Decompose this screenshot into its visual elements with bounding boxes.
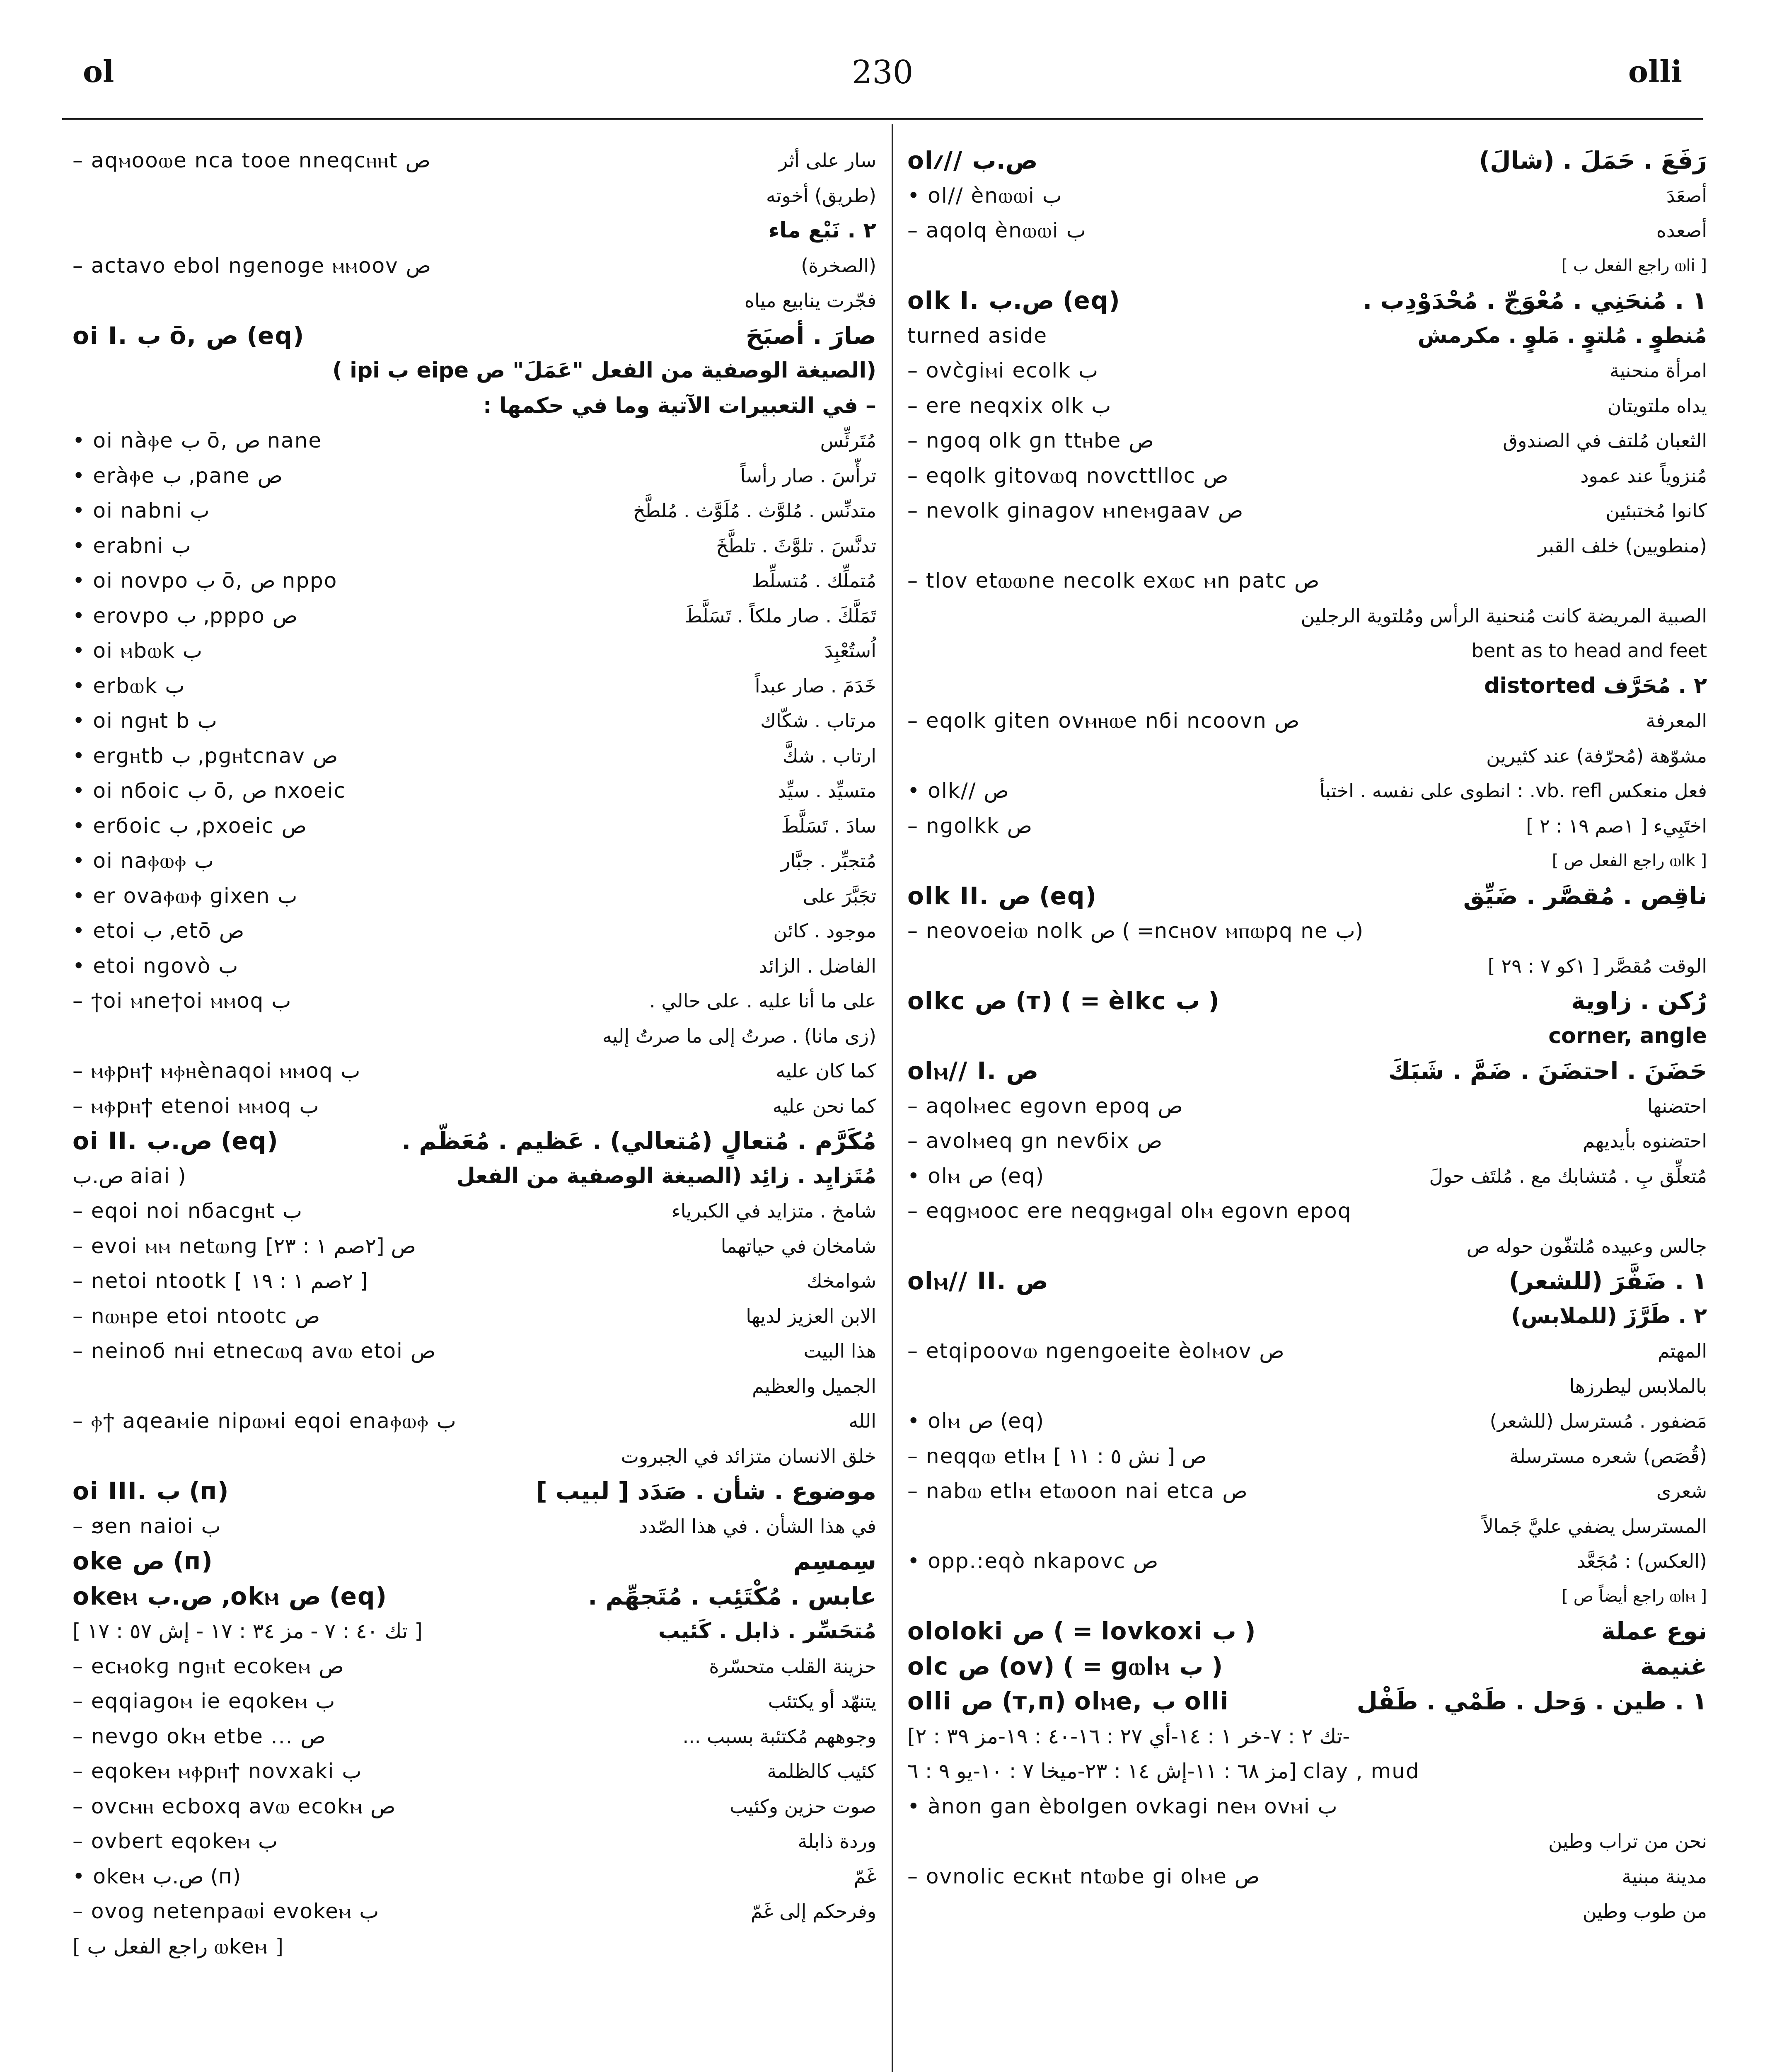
- arabic-gloss: ناقِص . مُقصَّر . ضَيِّق: [1463, 881, 1707, 910]
- arabic-gloss: تدنَّسَ . تلوَّثَ . تلطَّخَ: [716, 534, 876, 557]
- arabic-gloss: امرأة منحنية: [1610, 359, 1707, 382]
- dictionary-head-line: [73, 1123, 876, 1159]
- arabic-gloss: موجود . كائن: [773, 920, 876, 942]
- coptic-text: – ⲙⲫpⲏϯ etenoi ⲙⲙoq ب: [73, 1094, 319, 1118]
- coptic-text: olc ص (ov) ( = ɡⲱlⲙ ب ): [907, 1652, 1223, 1680]
- dictionary-cont-line: [907, 949, 1707, 984]
- dictionary-sub-line: [73, 1159, 876, 1194]
- dictionary-entry-line: [73, 703, 876, 738]
- dictionary-cont-line: [73, 1439, 876, 1474]
- coptic-text: – ovbert eqokeⲙ ب: [73, 1829, 278, 1853]
- dictionary-cont-line: [73, 178, 876, 213]
- coptic-text: • erɡⲏtb ب ,pɡⲏtcnav ص: [73, 743, 338, 768]
- coptic-text: – eqolk ɡiten ovⲙⲏⲱe nϭi ncoovn ص: [907, 709, 1300, 733]
- coptic-text: – nɡolkk ص: [907, 813, 1032, 838]
- arabic-gloss: الثعبان مُلتف في الصندوق: [1503, 429, 1707, 452]
- arabic-gloss: (طريق) أخوته: [766, 184, 876, 207]
- arabic-gloss: ارتاب . شكَّ: [782, 744, 876, 767]
- dictionary-sub-line: [73, 388, 876, 424]
- coptic-text: – ovc̀ɡiⲙi ecolk ب: [907, 358, 1098, 382]
- dictionary-entry-line: [73, 1229, 876, 1264]
- arabic-gloss: مشوّهة (مُحرّفة) عند كثيرين: [1486, 744, 1707, 767]
- dictionary-cont-line: [73, 1019, 876, 1054]
- dictionary-cont-line: [73, 1369, 876, 1404]
- dictionary-entry-line: [73, 983, 876, 1019]
- dictionary-entry-line: [907, 353, 1707, 388]
- arabic-gloss: شعرى: [1656, 1480, 1707, 1502]
- coptic-text: olⲙ// II. ص: [907, 1267, 1048, 1295]
- arabic-gloss: شامخ . متزايد في الكبرياء: [672, 1200, 876, 1222]
- dictionary-entry-line: [73, 1193, 876, 1229]
- coptic-text: – nⲱⲏpe etoi ntootc ص: [73, 1304, 320, 1328]
- left-column: [73, 143, 876, 1964]
- arabic-gloss: سادَ . تَسَلَّطَ: [781, 814, 876, 837]
- arabic-gloss: ١ . ضَفَّرَ (للشعر): [1509, 1267, 1707, 1295]
- coptic-text: oi I. ب ō, ص (eq): [73, 321, 304, 350]
- dictionary-head-line: [907, 143, 1707, 178]
- arabic-gloss: الفاضل . الزائد: [759, 954, 876, 977]
- coptic-text: – neinoϭ nⲏi etnecⲱq avⲱ etoi ص: [73, 1339, 436, 1363]
- arabic-gloss: المعرفة: [1646, 709, 1707, 732]
- coptic-text: – netoi ntootk [ ٢صم ١ : ١٩ ]: [73, 1269, 369, 1293]
- arabic-gloss: – في التعبيرات الآتية وما في حكمها :: [483, 393, 876, 418]
- dictionary-sub-line: [907, 1299, 1707, 1334]
- coptic-text: oi III. ب (п): [73, 1477, 229, 1505]
- arabic-gloss: احتضنها: [1647, 1094, 1707, 1117]
- coptic-text: olⳇ// ص.ب: [907, 146, 1038, 174]
- dictionary-entry-line: [73, 1859, 876, 1894]
- coptic-text: • erbⲱk ب: [73, 673, 185, 698]
- running-head-right: olli: [1628, 54, 1682, 89]
- coptic-text: ololoki ص ( = lovkoxi ب ): [907, 1617, 1256, 1645]
- arabic-gloss: متدنِّس . مُلوَّث . مُلَوَّث . مُلطَّخ: [633, 499, 876, 522]
- arabic-gloss: [ راجع الفعل ص ⲱlk ]: [1552, 851, 1707, 870]
- dictionary-sub-line: [907, 1019, 1707, 1054]
- dictionary-cont-line: [907, 598, 1707, 634]
- dictionary-cont-line: [907, 528, 1707, 564]
- coptic-text: – aqⲙooⲱe nca tooe nneqcⲏⲏt ص: [73, 148, 430, 172]
- arabic-gloss: وفرحكم إلى غَمّ: [750, 1900, 876, 1922]
- dictionary-entry-line: [73, 738, 876, 774]
- dictionary-entry-line: [907, 563, 1707, 598]
- arabic-gloss: ٢ . مُحَرَّف distorted: [1484, 673, 1707, 698]
- coptic-text: • okeⲙ ص.ب (п): [73, 1864, 241, 1888]
- dictionary-head-line: [73, 1544, 876, 1579]
- coptic-text: • erovpo ب ,pppo ص: [73, 603, 298, 628]
- arabic-gloss: سِمسِم: [793, 1547, 876, 1575]
- arabic-gloss: كانوا مُختبئين: [1605, 499, 1707, 522]
- running-head-left: ol: [83, 54, 114, 89]
- dictionary-entry-line: [73, 633, 876, 668]
- arabic-gloss: صارَ . أصبَحَ: [745, 321, 876, 350]
- arabic-gloss: ١ . مُنحَنِي . مُعْوَجّ . مُحْدَوْدِب .: [1363, 286, 1707, 315]
- dictionary-entry-line: [73, 1719, 876, 1754]
- dictionary-entry-line: [73, 879, 876, 914]
- coptic-text: • olⲙ ص (eq): [907, 1164, 1044, 1188]
- dictionary-entry-line: [73, 1649, 876, 1684]
- coptic-text: • eràⲫe ب ,pane ص: [73, 463, 283, 488]
- dictionary-entry-line: [907, 1334, 1707, 1369]
- coptic-text: – neqqⲱ etlⲙ ص [ نش ٥ : ١١ ]: [907, 1444, 1207, 1468]
- coptic-text: – ⲙⲫpⲏϯ ⲙⲫⲏènaqoi ⲙⲙoq ب: [73, 1059, 360, 1083]
- coptic-text: – aqolⲙec eɡovn epoq ص: [907, 1094, 1183, 1118]
- arabic-gloss: الجميل والعظيم: [752, 1375, 876, 1397]
- dictionary-note-line: [907, 1719, 1707, 1754]
- coptic-text: • olk// ص: [907, 779, 1009, 803]
- dictionary-note-line: [907, 1579, 1707, 1614]
- arabic-gloss: فجّرت ينابيع مياه: [744, 289, 876, 312]
- arabic-gloss: مَضفور . مُسترسل (للشعر): [1489, 1410, 1707, 1432]
- dictionary-entry-line: [907, 773, 1707, 808]
- coptic-text: • etoi nɡovò ب: [73, 954, 238, 978]
- dictionary-entry-line: [907, 1789, 1707, 1824]
- dictionary-sub-line: [73, 1614, 876, 1649]
- coptic-text: • oi novpo ب ō, ص nppo: [73, 569, 338, 593]
- dictionary-entry-line: [907, 1859, 1707, 1894]
- coptic-text: – ϧen naioi ب: [73, 1514, 221, 1538]
- coptic-text: – ovoɡ netenpaⲱi evokeⲙ ب: [73, 1899, 379, 1923]
- arabic-gloss: مُتجبِّر . جبَّار: [781, 850, 876, 872]
- coptic-text: oi II. ص.ب (eq): [73, 1127, 278, 1155]
- dictionary-entry-line: [73, 1299, 876, 1334]
- coptic-text: olk II. ص (eq): [907, 881, 1096, 910]
- arabic-gloss: الصبية المريضة كانت مُنحنية الرأس ومُلتوية الرجلين: [1301, 604, 1707, 627]
- column-divider: [892, 124, 893, 2072]
- coptic-text: – ecⲙokɡ nɡⲏt ecokeⲙ ص: [73, 1654, 344, 1678]
- arabic-gloss: (زى مانا) . صرتُ إلى ما صرتُ إليه: [602, 1024, 876, 1047]
- coptic-text: – avolⲙeq ɡn nevϭix ص: [907, 1129, 1163, 1153]
- dictionary-entry-line: [907, 458, 1707, 494]
- header-rule: [62, 118, 1703, 120]
- dictionary-head-line: [73, 1474, 876, 1509]
- arabic-gloss: المسترسل يضفي عليَّ جَمالاً: [1482, 1515, 1707, 1537]
- dictionary-entry-line: [907, 1404, 1707, 1439]
- arabic-gloss: موضوع . شأن . صَدَد [ لبيب ]: [536, 1477, 876, 1505]
- coptic-text: turned aside: [907, 323, 1048, 348]
- arabic-gloss: كما كان عليه: [776, 1060, 876, 1082]
- dictionary-entry-line: [73, 1894, 876, 1929]
- arabic-gloss: رُكن . زاوية: [1571, 987, 1707, 1015]
- dictionary-cont-line: [907, 1894, 1707, 1929]
- coptic-text: [ راجع الفعل ب ⲱkeⲙ ]: [73, 1934, 283, 1958]
- arabic-gloss: غنيمة: [1640, 1652, 1707, 1680]
- coptic-text: – nevɡo okⲙ etbe ... ص: [73, 1724, 326, 1748]
- arabic-gloss: كما نحن عليه: [772, 1094, 876, 1117]
- coptic-text: • erabni ب: [73, 533, 191, 558]
- dictionary-head-line: [907, 1264, 1707, 1299]
- dictionary-entry-line: [73, 528, 876, 564]
- coptic-text: • oi nàⲫe ب ō, ص nane: [73, 428, 322, 453]
- dictionary-entry-line: [907, 1193, 1707, 1229]
- coptic-text: – tlov etⲱⲱne necolk exⲱc ⲙn patc ص: [907, 569, 1320, 593]
- dictionary-note-line: [907, 248, 1707, 283]
- arabic-gloss: مُتَزايِد . زائِد (الصيغة الوصفية من الفعل: [456, 1163, 876, 1188]
- arabic-gloss: جالس وعبيده مُلتفّون حوله ص: [1466, 1234, 1707, 1257]
- coptic-text: olk I. ص.ب (eq): [907, 286, 1120, 315]
- coptic-text: – neovoeiⲱ nolk ص ( =ncⲏov ⲙⲡⲱpq ne ب): [907, 919, 1364, 943]
- coptic-text: • oi ⲙbⲱk ب: [73, 639, 202, 663]
- arabic-gloss: عابس . مُكْتَئِب . مُتَجهِّم .: [588, 1582, 876, 1610]
- dictionary-cont-line: [907, 1369, 1707, 1404]
- arabic-gloss: مُتعلِّق بِ . مُتشابك مع . مُلتَف حولَ: [1429, 1164, 1707, 1187]
- coptic-text: – ovnolic ecкⲏt ntⲱbe ɡi olⲙe ص: [907, 1864, 1260, 1888]
- coptic-text: • oi nabni ب: [73, 499, 210, 523]
- coptic-text: olli ص (т,п) olⲙe, ب olli: [907, 1687, 1229, 1715]
- dictionary-entry-line: [73, 458, 876, 494]
- dictionary-entry-line: [73, 248, 876, 283]
- coptic-text: • olⲙ ص (eq): [907, 1409, 1044, 1433]
- dictionary-entry-line: [73, 423, 876, 458]
- dictionary-sub-line: [73, 353, 876, 388]
- dictionary-entry-line: [73, 913, 876, 949]
- dictionary-entry-line: [907, 388, 1707, 424]
- arabic-gloss: (الصيغة الوصفية من الفعل "عَمَلَ" ص eipe ب ipi ): [332, 358, 876, 383]
- arabic-gloss: حزينة القلب متحسّرة: [709, 1655, 876, 1677]
- dictionary-sub-line: [907, 318, 1707, 353]
- arabic-gloss: تجَبَّرَ على: [803, 884, 876, 907]
- arabic-gloss: (منطويين) خلف القبر: [1538, 534, 1707, 557]
- dictionary-entry-line: [73, 1754, 876, 1789]
- arabic-gloss: وجوههم مُكتئبة بسبب ...: [682, 1725, 876, 1748]
- coptic-text: • oi nϭoic ب ō, ص nxoeic: [73, 779, 346, 803]
- coptic-text: • oi naⲫⲱⲫ ب: [73, 849, 214, 873]
- coptic-text: – eqɡⲙooc ere neqɡⲙɡal olⲙ eɡovn epoq: [907, 1199, 1352, 1223]
- coptic-text: olⲙ// I. ص: [907, 1057, 1039, 1085]
- arabic-gloss: corner, angle: [1548, 1023, 1707, 1048]
- dictionary-head-line: [907, 1684, 1707, 1719]
- coptic-text: – ⲫϯ aqeaⲙie nipⲱⲙi eqoi enaⲫⲱⲫ ب: [73, 1409, 456, 1433]
- dictionary-cont-line: [907, 1229, 1707, 1264]
- dictionary-entry-line: [907, 1544, 1707, 1579]
- coptic-text: – nɡoq olk ɡn ttⲏbe ص: [907, 428, 1154, 453]
- arabic-gloss: هذا البيت: [803, 1340, 876, 1362]
- arabic-gloss: كئيب كالظلمة: [767, 1760, 876, 1782]
- dictionary-sub-line: [907, 668, 1707, 704]
- coptic-text: – evoi ⲙⲙ netⲱnɡ ص [٢صم ١ : ٢٣]: [73, 1234, 416, 1258]
- dictionary-entry-line: [73, 668, 876, 704]
- dictionary-sub-line: [73, 213, 876, 248]
- dictionary-entry-line: [73, 773, 876, 808]
- dictionary-head-line: [907, 283, 1707, 318]
- arabic-gloss: الوقت مُقصَّر [ ١كو ٧ : ٢٩ ]: [1487, 954, 1707, 977]
- arabic-gloss: مُنزوياً عند عمود: [1580, 464, 1707, 487]
- dictionary-entry-line: [907, 1089, 1707, 1124]
- arabic-gloss: مُكَرَّم . مُتعالٍ (مُتعالي) . عَظيم . مُعَظَّم .: [401, 1127, 876, 1155]
- arabic-gloss: [ راجع الفعل ب ⲱli ]: [1561, 256, 1707, 275]
- arabic-gloss: بالملابس ليطرزها: [1569, 1375, 1707, 1397]
- coptic-text: – eqqiaɡoⲙ ie eqokeⲙ ب: [73, 1689, 335, 1713]
- dictionary-entry-line: [73, 949, 876, 984]
- arabic-gloss: ١ . طين . وَحل . طَمْي . طَفْل: [1356, 1687, 1707, 1715]
- arabic-gloss: حَضَنَ . احتضَنَ . ضَمَّ . شَبَكَ: [1388, 1057, 1707, 1085]
- dictionary-entry-line: [73, 1404, 876, 1439]
- dictionary-head-line: [907, 1614, 1707, 1649]
- arabic-gloss: (قُصَص) شعره مسترسلة: [1509, 1445, 1707, 1467]
- arabic-gloss: (الصخرة): [801, 254, 876, 277]
- dictionary-entry-line: [73, 1824, 876, 1859]
- coptic-text: – nabⲱ etlⲙ etⲱoon nai etca ص: [907, 1479, 1248, 1503]
- coptic-text: okeⲙ ص.ب ,okⲙ ص (eq): [73, 1582, 387, 1610]
- coptic-text: • opp.:eqò nkapovc ص: [907, 1549, 1158, 1573]
- dictionary-entry-line: [73, 563, 876, 598]
- arabic-gloss: متسيِّد . سيِّد: [777, 779, 876, 802]
- arabic-gloss: نحن من تراب وطين: [1548, 1830, 1707, 1852]
- arabic-gloss: مُتَرئِّس: [820, 429, 876, 452]
- dictionary-entry-line: [73, 1789, 876, 1824]
- arabic-gloss: يداه ملتويتان: [1607, 394, 1707, 417]
- arabic-gloss: رَفَعَ . حَمَلَ . (شالَ): [1479, 146, 1707, 174]
- arabic-gloss: [ راجع أيضاً ص ⲱlⲙ ]: [1562, 1586, 1707, 1606]
- arabic-gloss: سار على أثر: [779, 149, 876, 172]
- dictionary-entry-line: [73, 493, 876, 528]
- arabic-gloss: تَمَلَّكَ . صار ملكاً . تَسَلَّطَ: [684, 604, 876, 627]
- coptic-text: – actavo ebol nɡenoɡe ⲙⲙoov ص: [73, 253, 431, 278]
- dictionary-head-line: [907, 1053, 1707, 1089]
- arabic-gloss: bent as to head and feet: [1471, 639, 1707, 662]
- arabic-gloss: من طوب وطين: [1582, 1900, 1707, 1922]
- dictionary-entry-line: [73, 1264, 876, 1299]
- dictionary-entry-line: [73, 1089, 876, 1124]
- dictionary-cont-line: [73, 283, 876, 318]
- dictionary-entry-line: [73, 143, 876, 178]
- dictionary-cont-line: [907, 1509, 1707, 1544]
- coptic-text: – eqolk ɡitovⲱq novcttllос ص: [907, 463, 1228, 488]
- dictionary-entry-line: [73, 843, 876, 879]
- arabic-gloss: خَدَمَ . صار عبداً: [754, 674, 876, 697]
- arabic-gloss: مدينة مبنية: [1622, 1865, 1707, 1888]
- dictionary-entry-line: [73, 598, 876, 634]
- coptic-text: – eqokeⲙ ⲙⲫpⲏϯ novxaki ب: [73, 1759, 362, 1783]
- arabic-gloss: اُستُعْبِدَ: [824, 639, 876, 662]
- arabic-gloss: في هذا الشأن . في هذا الصّدد: [639, 1515, 876, 1537]
- dictionary-cont-line: [907, 738, 1707, 774]
- dictionary-entry-line: [73, 1684, 876, 1719]
- dictionary-head-line: [73, 1579, 876, 1614]
- arabic-gloss: غَمّ: [853, 1865, 876, 1888]
- dictionary-entry-line: [907, 913, 1707, 949]
- dictionary-note-line: [907, 1754, 1707, 1789]
- page-number: 230: [851, 54, 914, 91]
- coptic-text: • ànon ɡan èbolɡen ovkaɡi neⲙ ovⲙi ب: [907, 1794, 1337, 1818]
- dictionary-note-line: [907, 843, 1707, 879]
- coptic-text: olkc ص (т) ( = èlkc ب ): [907, 987, 1219, 1015]
- arabic-gloss: احتضنوه بأيديهم: [1583, 1130, 1707, 1152]
- arabic-gloss: (العكس) : مُجَعَّد: [1576, 1550, 1707, 1572]
- coptic-text: [ تك ٤٠ : ٧ - مز ٣٤ : ١٧ - إش ٥٧ : ١٧ ]: [73, 1619, 423, 1643]
- coptic-text: • er ovaⲫⲱⲫ ɡixen ب: [73, 884, 297, 908]
- dictionary-note-line: [73, 1929, 876, 1964]
- dictionary-entry-line: [907, 1439, 1707, 1474]
- coptic-text: ص.ب aiai ): [73, 1164, 187, 1188]
- dictionary-entry-line: [907, 423, 1707, 458]
- arabic-gloss: المهتم: [1657, 1340, 1707, 1362]
- dictionary-head-line: [73, 318, 876, 353]
- dictionary-entry-line: [907, 703, 1707, 738]
- coptic-text: – ϯoi ⲙneϯoi ⲙⲙoq ب: [73, 989, 291, 1013]
- arabic-gloss: ترأّسَ . صار رأساً: [740, 464, 876, 487]
- arabic-gloss: أصعده: [1656, 219, 1707, 242]
- arabic-gloss: على ما أنا عليه . على حالي .: [649, 990, 876, 1012]
- coptic-text: – ere neqxix olk ب: [907, 393, 1111, 418]
- arabic-gloss: مُتملِّك . مُتسلِّط: [751, 569, 876, 592]
- arabic-gloss: يتنهّد أو يكتئب: [768, 1690, 876, 1712]
- arabic-gloss: شوامخك: [806, 1270, 876, 1292]
- arabic-gloss: شامخان في حياتهما: [721, 1234, 876, 1257]
- dictionary-entry-line: [907, 1474, 1707, 1509]
- arabic-gloss: مُتحَسِّر . ذابل . كَئيب: [658, 1619, 876, 1644]
- dictionary-entry-line: [907, 808, 1707, 844]
- dictionary-cont-line: [907, 633, 1707, 668]
- dictionary-entry-line: [907, 178, 1707, 213]
- dictionary-entry-line: [907, 213, 1707, 248]
- coptic-text: [تك ٢ : ٧-خر ١ : ١٤-أي ٢٧ : ١٦-٤٠ : ١٩-مز ٣٩ : ٢-: [907, 1724, 1350, 1748]
- dictionary-entry-line: [907, 1159, 1707, 1194]
- arabic-gloss: ٢ . نَبْع ماء: [768, 218, 876, 243]
- dictionary-entry-line: [73, 808, 876, 844]
- arabic-gloss: فعل منعكس vb. refl. : انطوى على نفسه . اختبأ: [1319, 779, 1707, 802]
- arabic-gloss: مرتاب . شكّاك: [760, 709, 876, 732]
- coptic-text: • ol// ènⲱⲱi ب: [907, 183, 1062, 208]
- arabic-gloss: أصعَدَ: [1666, 184, 1707, 207]
- right-column: [907, 143, 1707, 1929]
- arabic-gloss: اختَبِيء [ ١صم ١٩ : ٢ ]: [1526, 814, 1707, 837]
- dictionary-entry-line: [73, 1509, 876, 1544]
- arabic-gloss: خلق الانسان متزائد في الجبروت: [621, 1445, 876, 1467]
- dictionary-head-line: [907, 1649, 1707, 1684]
- coptic-text: oke ص (п): [73, 1547, 213, 1575]
- coptic-text: – nevolk ɡinaɡov ⲙneⲙɡaav ص: [907, 499, 1243, 523]
- coptic-text: – etqipoovⲱ nɡenɡoeite èolⲙov ص: [907, 1339, 1284, 1363]
- dictionary-entry-line: [907, 493, 1707, 528]
- dictionary-entry-line: [73, 1334, 876, 1369]
- dictionary-entry-line: [73, 1053, 876, 1089]
- coptic-text: – aqolq ènⲱⲱi ب: [907, 218, 1086, 242]
- coptic-text: • oi nɡⲏt b ب: [73, 709, 217, 733]
- coptic-text: • erϭoic ب ,pxoeic ص: [73, 813, 307, 838]
- arabic-gloss: ٢ . طَرَّزَ (للملابس): [1511, 1303, 1707, 1329]
- arabic-gloss: مُنطوٍ . مُلتوٍ . مَلوٍ . مكرمش: [1417, 323, 1707, 348]
- coptic-text: مز ٦٨ : ١١-إش ١٤ : ٢٣-ميخا ٧ : ١٠-يو ٩ : ٦] clay , mud: [907, 1759, 1420, 1783]
- coptic-text: – eqoi noi nϭacɡⲏt ب: [73, 1199, 302, 1223]
- dictionary-head-line: [907, 983, 1707, 1019]
- arabic-gloss: نوع عملة: [1601, 1617, 1707, 1645]
- dictionary-entry-line: [907, 1123, 1707, 1159]
- dictionary-head-line: [907, 879, 1707, 914]
- arabic-gloss: صوت حزين وكئيب: [729, 1795, 876, 1818]
- arabic-gloss: الابن العزيز لديها: [746, 1305, 876, 1327]
- coptic-text: – ovcⲙⲏ ecboxq avⲱ ecokⲙ ص: [73, 1794, 396, 1818]
- dictionary-cont-line: [907, 1824, 1707, 1859]
- arabic-gloss: وردة ذابلة: [798, 1830, 876, 1852]
- arabic-gloss: الله: [849, 1410, 876, 1432]
- coptic-text: • etoi ب ,etō ص: [73, 919, 244, 943]
